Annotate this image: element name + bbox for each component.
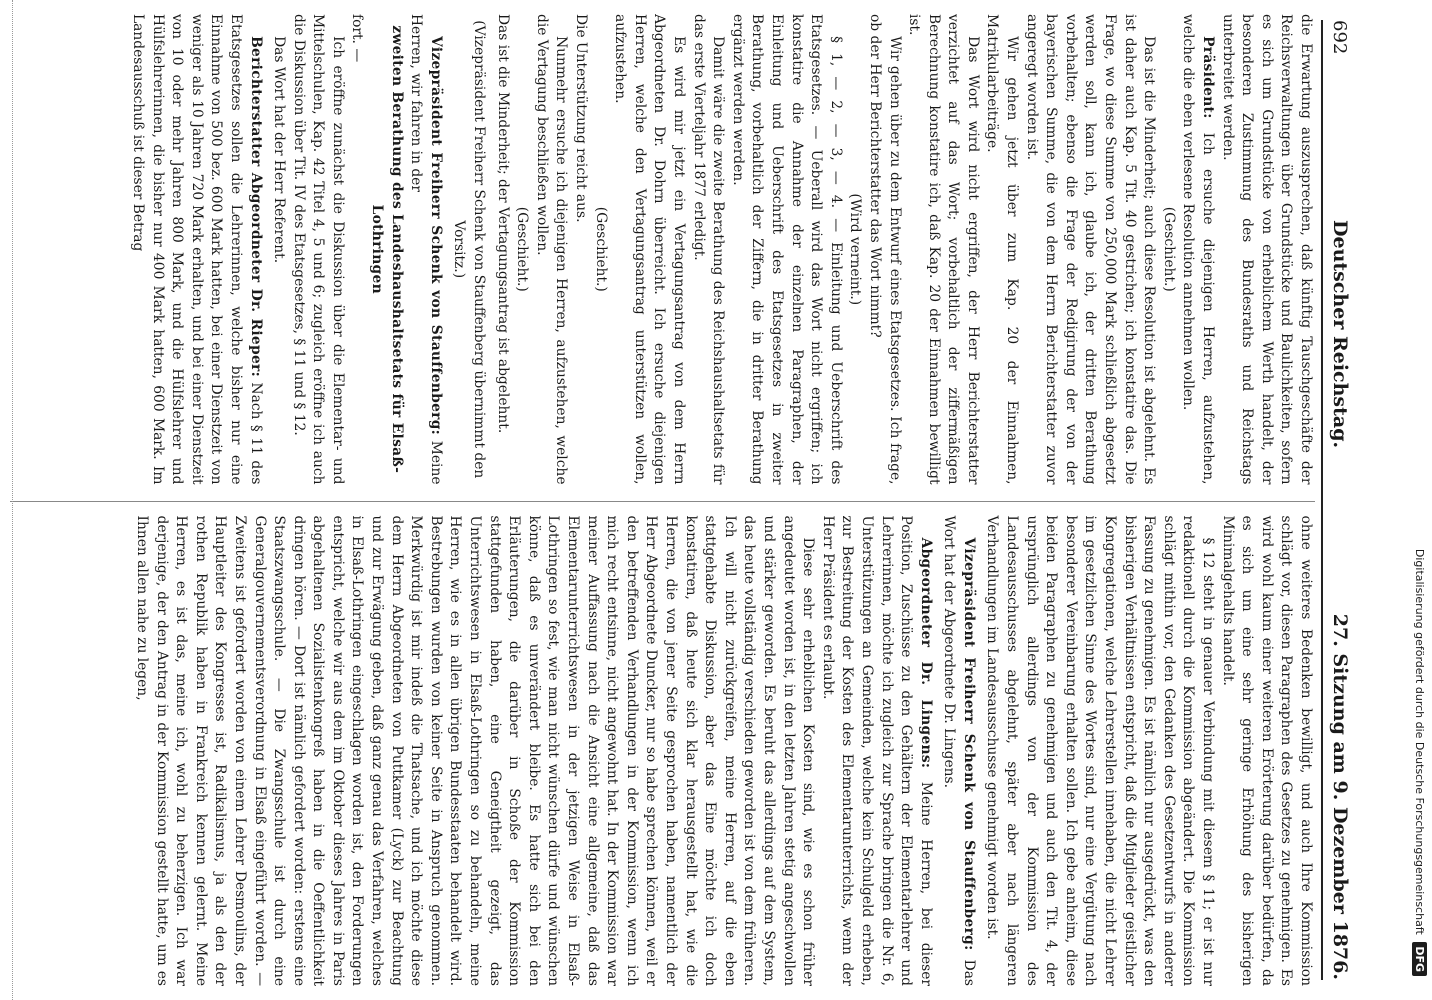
speech-text: Ich ersuche diejenigen Herren, aufzustehen, welche die eben verlesene Resolution annehmen wollen.	[1180, 14, 1217, 485]
paragraph: § 1, — 2, — 3, — 4. — Einleitung und Ueberschrift des Etatsgesetzes. — Ueberall wird das Wort nicht ergriffen; ich konstatire die Annahme der einzelnen Paragraphen, der Einleitung und Ueberschrift des Etatsgesetzes in zweiter Berathung, vorbehaltlich der Ziffern, die in dritter Berathung ergänzt werden werden.	[729, 14, 844, 485]
speech	[1178, 14, 1217, 485]
section-heading: zweiten Berathung des Landeshaushaltsetats für Elsaß-Lothringen	[369, 25, 405, 474]
stage-remark: (Geschieht.)	[514, 206, 531, 292]
column-left	[10, 14, 1315, 485]
publication-title: Deutscher Reichstag.	[1329, 220, 1351, 449]
paragraph: Das ist die Minderheit; der Vertagungsantrag ist abgelehnt.	[494, 14, 511, 434]
page-number: 692	[1329, 20, 1351, 55]
stage-remark: (Wird verneint.)	[847, 193, 864, 306]
column-right	[10, 501, 1315, 987]
stage-remark: (Geschieht.)	[592, 206, 609, 292]
digitization-strip	[1406, 0, 1432, 1000]
paragraph: Die Unterstützung reicht aus.	[573, 14, 590, 223]
paragraph: § 12 steht in genauer Verbindung mit diesem § 11; er ist nur redaktionell durch die Kommission abgeändert. Die Kommission schlägt mithin vor, den Gedanken des Gesetzentwurfs in anderer Fassung zu genehmigen. Es ist nämlich nur ausgedrückt, was den bisherigen Verhältnissen entspricht, daß die Mitglieder geistlicher Kongregationen, welche Lehrerstellen innehaben, die nicht Lehrer im gesetzlichen Sinne des Wortes sind, nur eine Vergütung nach besonderer Vereinbarung erhalten sollen. Ich gebe anheim, diese beiden Paragraphen zu genehmigen und auch den Tit. 4, der ursprünglich allerdings von der Kommission des Landesausschusses abgelehnt, später aber nach längeren Verhandlungen im Landesausschusse genehmigt worden ist.	[984, 515, 1217, 986]
speaker-name: Berichterstatter Abgeordneter Dr. Rieper:	[247, 36, 264, 377]
paragraph: die Erwartung auszusprechen, daß künftig Tauschgeschäfte der Reichsverwaltungen über Grundstücke und Baulichkeiten, sofern es sich um Grundstücke von erheblichem Werth handelt, der besonderen Zustimmung des Bundesraths und Reichstags unterbreitet werden.	[1219, 14, 1314, 485]
stage-remark: (Geschieht.)	[1160, 206, 1177, 292]
speaker-name: Vizepräsident Freiherr Schenk von Stauffenberg:	[960, 537, 977, 951]
paragraph: Ich eröffne zunächst die Diskussion über die Elementar- und Mittelschulen, Kap. 42 Titel 4, 5 und 6; zugleich eröffne ich auch die Diskussion über Tit. IV des Etatsgesetzes, § 11 und § 12.	[290, 14, 346, 485]
paragraph: Es wird mir jetzt ein Vertagungsantrag von dem Herrn Abgeordneten Dr. Dohrn überreicht. Ich ersuche diejenigen Herren, welche den Vertagungsantrag unterstützen wollen, aufzustehen.	[612, 14, 687, 485]
paragraph: Wir gehen jetzt über zum Kap. 20 der Einnahmen, Matrikularbeiträge.	[984, 14, 1021, 485]
speech-text: Meine Herren, bei dieser Position, Zuschüsse zu den Gehältern der Elementarlehrer und Lehrerinnen, möchte ich zugleich zur Sprache bringen die Nr. 6, Unterstützungen an Gemeinden, welche kein Schulgeld erheben, zur Bestreitung der Kosten des Elementarunterrichts, wenn der Herr Präsident es erlaubt.	[819, 515, 934, 986]
paragraph: Das ist die Minderheit; auch diese Resolution ist abgelehnt. Es ist daher auch Kap. 5 Tit. 40 gestrichen; ich konstatire das. Die Frage, wo diese Summe von 250,000 Mark schließlich abgesetzt werden soll, kann ich, glaube ich, der dritten Berathung vorbehalten; ebenso die Frage der Redigirung der von der bayerischen Summe, die von dem Herrn Berichterstatter zuvor angeregt worden ist.	[1023, 14, 1158, 485]
paragraph: fort. —	[349, 14, 366, 63]
speaker-name: Präsident:	[1200, 36, 1217, 119]
dfg-badge: DFG	[1412, 942, 1427, 976]
digitization-caption	[1410, 0, 1428, 1000]
digitization-note: Digitalisierung gefördert durch die Deutsche Forschungsgemeinschaft	[1413, 548, 1426, 935]
speech	[406, 14, 445, 485]
paragraph: Das Wort wird nicht ergriffen, der Herr Berichterstatter verzichtet auf das Wort; vorbehaltlich der ziffermäßigen Berechnung konstatire ich, daß Kap. 20 der Einnahmen bewilligt ist.	[906, 14, 981, 485]
speech	[817, 516, 935, 987]
paragraph: Nunmehr ersuche ich diejenigen Herren, aufzustehen, welche die Vertagung beschließen wollen.	[533, 14, 570, 485]
paragraph: Diese sehr erheblichen Kosten sind, wie es schon früher angedeutet worden ist, in den letzten Jahren stetig angeschwollen und stärker geworden. Es beruht das allerdings auf dem System, das heute vollständig verschieden geworden ist von dem früheren. Ich will nicht zurückgreifen, meine Herren, auf die eben stattgehabte Diskussion, aber das Eine möchte ich doch konstatiren, daß heute sich klar herausgestellt hat, wie die Herren, die von jener Seite gesprochen haben, namentlich der Herr Abgeordnete Duncker, nur so habe sprechen können, weil er den betreffenden Verhandlungen in der Kommission, wenn ich mich recht entsinne, nicht angewohnt hat. In der Kommission war meiner Auffassung nach die Ansicht eine allgemeine, daß das Elementarunterrichtswesen in der jetzigen Weise in Elsaß-Lothringen so fest, wie man nicht wünschen dürfe und wünschen könne, daß es unverändert bleibe. Es hatte sich bei den Erläuterungen, die darüber in Schoße der Kommission stattgefunden haben, eine Geneigtheit gezeigt, das Unterrichtswesen in Elsaß-Lothringen so zu behandeln, meine Herren, wie es in allen übrigen Bundesstaaten behandelt wird. Bestrebungen wurden von keiner Seite in Anspruch genommen. Merkwürdig ist mir indeß die Thatsache, und ich möchte diese dem Herrn Abgeordneten von Puttkamer (Lyck) zur Beachtung und zur Erwägung geben, daß ganz genau das Verfahren, welches in Elsaß-Lothringen eingeschlagen worden ist, den Forderungen entspricht, welche wir aus dem im Oktober dieses Jahres in Paris abgehaltenen Sozialistenkongreß haben in die Oeffentlichkeit dringen hören. — Dort ist nämlich gefordert worden: erstens eine Staatszwangsschule. — Die Zwangsschule ist durch eine Generalgouvernementsverordnung in Elsaß eingeführt worden. — Zweitens ist gefordert worden von einem Lehrer Desmoulins, der Hauptleiter des Kongresses ist, Radikalismus, ja als den der rothen Republik haben in Frankreich kennen gelernt. Meine Herren, es ist das, meine ich, wohl zu beherzigen. Ich war derjenige, der den Antrag in der Kommission gestellt hatte, um es Ihnen allen nahe zu legen,	[133, 515, 817, 986]
session-title: 27. Sitzung am 9. Dezember 1876.	[1329, 613, 1351, 980]
paragraph: Damit wäre die zweite Berathung des Reichshaushaltsetats für das erste Vierteljahr 1877 erledigt.	[690, 14, 727, 485]
speaker-name: Vizepräsident Freiherr Schenk von Stauffenberg:	[427, 36, 444, 436]
speech-text: Nach § 11 des Etatsgesetzes sollen die Lehrerinnen, welche bisher nur eine Einnahme von 500 bez. 600 Mark hatten, bei einer Dienstzeit von weniger als 10 Jahren 720 Mark erhalten, und bei einer Dienstzeit von 10 oder mehr Jahren 800 Mark, und die Hülfslehrer und Hülfslehrerinnen, die bisher nur 400 Mark hatten, 600 Mark. Im Landesausschuß ist dieser Betrag	[129, 14, 264, 485]
speech-text: Das Wort hat der Abgeordnete Dr. Lingens.	[941, 515, 977, 986]
speaker-name: Abgeordneter Dr. Lingens:	[917, 537, 934, 769]
text-columns	[10, 14, 1315, 986]
running-header	[1321, 20, 1357, 980]
stage-remark: (Vizepräsident Freiherr Schenk von Stauffenberg übernimmt den Vorsitz.)	[451, 20, 488, 479]
speech	[939, 516, 978, 987]
speech-text: Meine Herren, wir fahren in der	[408, 14, 444, 485]
paragraph: ohne weiteres Bedenken bewilligt, und auch Ihre Kommission schlägt vor, diesen Paragraphen des Gesetzes zu genehmigen. Es wird wohl kaum einer weiteren Erörterung darüber bedürfen, da es sich um eine sehr geringe Erhöhung des bisherigen Minimalgehalts handelt.	[1219, 515, 1314, 986]
paragraph: Wir gehen über zu dem Entwurf eines Etatsgesetzes. Ich frage, ob der Herr Berichterstatter das Wort nimmt?	[866, 14, 903, 485]
bottom-edge	[10, 0, 13, 1000]
paragraph: Das Wort hat der Herr Referent.	[271, 36, 288, 264]
speech	[127, 14, 264, 485]
